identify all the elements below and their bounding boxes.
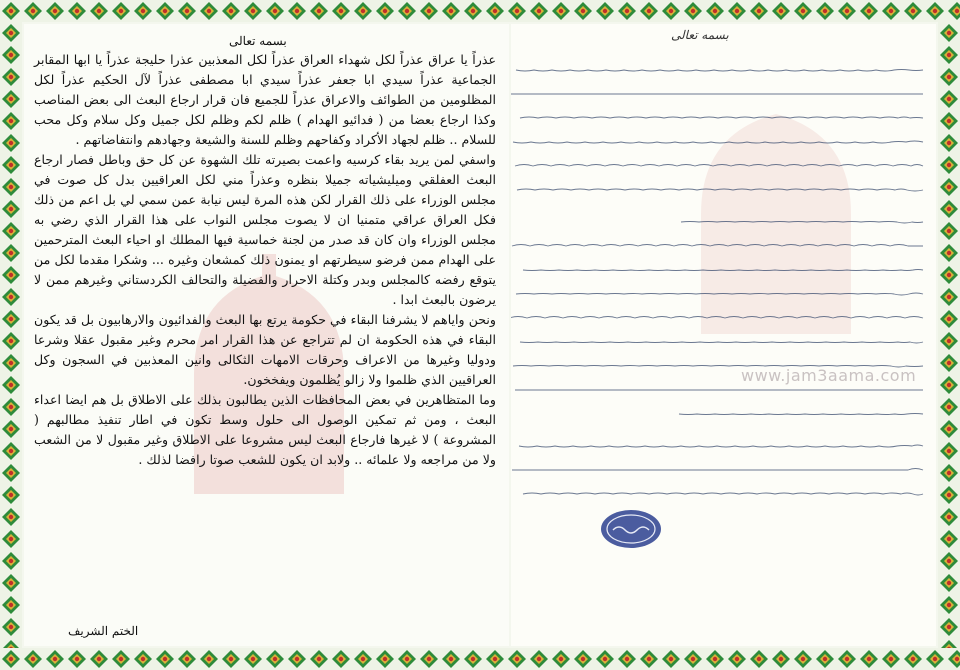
- border-ornament-icon: [88, 0, 110, 22]
- border-ornament-icon: [938, 242, 960, 264]
- border-ornament-icon: [154, 648, 176, 670]
- border-ornament-icon: [792, 0, 814, 22]
- border-ornament-icon: [938, 220, 960, 242]
- right-ornamental-border: [938, 22, 960, 648]
- border-ornament-icon: [938, 176, 960, 198]
- border-ornament-icon: [938, 132, 960, 154]
- border-ornament-icon: [902, 648, 924, 670]
- border-ornament-icon: [110, 648, 132, 670]
- border-ornament-icon: [0, 154, 22, 176]
- border-ornament-icon: [594, 648, 616, 670]
- border-ornament-icon: [440, 0, 462, 22]
- border-ornament-icon: [0, 22, 22, 44]
- border-ornament-icon: [44, 0, 66, 22]
- closing-seal-text: الختم الشريف: [68, 624, 139, 638]
- left-ornamental-border: [0, 22, 22, 648]
- border-ornament-icon: [484, 0, 506, 22]
- border-ornament-icon: [0, 44, 22, 66]
- border-ornament-icon: [242, 0, 264, 22]
- border-ornament-icon: [0, 242, 22, 264]
- border-ornament-icon: [176, 0, 198, 22]
- basmala-heading: بسمه تعالى: [229, 34, 287, 48]
- border-ornament-icon: [938, 198, 960, 220]
- bottom-ornamental-border: [0, 648, 960, 670]
- border-ornament-icon: [938, 330, 960, 352]
- border-ornament-icon: [938, 286, 960, 308]
- border-ornament-icon: [938, 594, 960, 616]
- paragraph: وما المتظاهرين في بعض المحافظات الذين يطالبون بذلك على الاطلاق بل هم ايضا اعداء البعث ، ومن ثم تمكين الوصول الى حلول وسط تكون في اطار تنفيذ مطالبهم ( المشروعة ) لا غيرها فارجاع البعث ليس مشروعا على الاطلاق وغير مقبول لا من الشعب ولا من مراجعه ولا علمائه .. ولابد ان يكون للشعب صوتا رافضا لذلك .: [34, 392, 496, 467]
- border-ornament-icon: [396, 0, 418, 22]
- border-ornament-icon: [44, 648, 66, 670]
- border-ornament-icon: [0, 308, 22, 330]
- border-ornament-icon: [938, 154, 960, 176]
- border-ornament-icon: [132, 648, 154, 670]
- handwriting-line: [511, 110, 936, 126]
- border-ornament-icon: [704, 648, 726, 670]
- border-ornament-icon: [220, 0, 242, 22]
- border-ornament-icon: [572, 648, 594, 670]
- handwritten-original-panel: [511, 24, 936, 646]
- border-ornament-icon: [0, 220, 22, 242]
- handwriting-line: [511, 262, 936, 278]
- border-ornament-icon: [682, 648, 704, 670]
- border-ornament-icon: [814, 648, 836, 670]
- border-ornament-icon: [770, 648, 792, 670]
- border-ornament-icon: [0, 286, 22, 308]
- border-ornament-icon: [704, 0, 726, 22]
- border-ornament-icon: [814, 0, 836, 22]
- border-ornament-icon: [88, 648, 110, 670]
- handwriting-line: [511, 182, 936, 198]
- border-ornament-icon: [132, 0, 154, 22]
- border-ornament-icon: [726, 0, 748, 22]
- border-ornament-icon: [938, 440, 960, 462]
- border-ornament-icon: [110, 0, 132, 22]
- border-ornament-icon: [0, 484, 22, 506]
- border-ornament-icon: [66, 0, 88, 22]
- border-ornament-icon: [938, 88, 960, 110]
- border-ornament-icon: [0, 132, 22, 154]
- border-ornament-icon: [946, 0, 960, 22]
- border-ornament-icon: [660, 648, 682, 670]
- border-ornament-icon: [858, 0, 880, 22]
- border-ornament-icon: [396, 648, 418, 670]
- border-ornament-icon: [242, 648, 264, 670]
- border-ornament-icon: [836, 648, 858, 670]
- border-ornament-icon: [374, 0, 396, 22]
- border-ornament-icon: [352, 0, 374, 22]
- border-ornament-icon: [616, 0, 638, 22]
- handwriting-line: [511, 462, 936, 478]
- border-ornament-icon: [938, 638, 960, 648]
- border-ornament-icon: [0, 0, 22, 22]
- handwriting-line: [511, 310, 936, 326]
- border-ornament-icon: [22, 648, 44, 670]
- paragraph: ونحن واياهم لا يشرفنا البقاء في حكومة يرتع بها البعث والفدائيون والارهابيون بل قد يكون البقاء في هذه الحكومة ان لم تتراجع عن هذا القرار امر محرم وغير مقبول عقلا وشرعا ودوليا وغيرها من الاعراف وحرقات الامهات الثكالى وانين المعذبين في السجون وكل العراقيين الذي ظلموا ولا زالو يُظلمون ويفخخون.: [34, 312, 496, 387]
- paragraph: واسفي لمن يريد بقاء كرسيه واعمت بصيرته تلك الشهوة عن كل حق وباطل فصار ارجاع البعث العفلقي وميليشياته جميلا بنظره وعذراً مني لكل العراقيين بدل كل صوت في مجلس الوزراء على ذلك القرار لكن هذه المرة ليس نيابة عمن سمي لي بل اعم من ذلك فكل العراق عراقي متمنيا ان لا يصوت مجلس النواب على هذا القرار الذي رضي به مجلس الوزراء وان كان قد صدر من لجنة خماسية فيها المطلك او احياء البعث المترحمين على الهدام ممن فرضو سيطرتهم او يمنون ذلك كمشعان وغيره ... وشكرا مقدما لكل من يتوقع رفضه كالمجلس وبدر وكتلة الاحرار والفضيلة والتحالف الكردستاني وغيرهم ممن لا يرضون بالبعث ابدا .: [34, 152, 496, 307]
- border-ornament-icon: [0, 550, 22, 572]
- handwriting-line: [511, 334, 936, 350]
- border-ornament-icon: [0, 528, 22, 550]
- border-ornament-icon: [0, 66, 22, 88]
- border-ornament-icon: [938, 264, 960, 286]
- handwriting-line: [511, 158, 936, 174]
- handwriting-line: [511, 438, 936, 454]
- border-ornament-icon: [0, 638, 22, 648]
- handwriting-line: [511, 238, 936, 254]
- statement-body: [34, 50, 496, 470]
- border-ornament-icon: [352, 648, 374, 670]
- border-ornament-icon: [938, 22, 960, 44]
- border-ornament-icon: [66, 648, 88, 670]
- border-ornament-icon: [902, 0, 924, 22]
- border-ornament-icon: [440, 648, 462, 670]
- border-ornament-icon: [938, 572, 960, 594]
- border-ornament-icon: [0, 396, 22, 418]
- border-ornament-icon: [770, 0, 792, 22]
- handwriting-line: [511, 214, 936, 230]
- border-ornament-icon: [0, 506, 22, 528]
- border-ornament-icon: [0, 440, 22, 462]
- border-ornament-icon: [938, 484, 960, 506]
- border-ornament-icon: [748, 0, 770, 22]
- border-ornament-icon: [572, 0, 594, 22]
- border-ornament-icon: [0, 418, 22, 440]
- border-ornament-icon: [506, 648, 528, 670]
- paragraph: عذراً يا عراق عذراً لكل شهداء العراق عذراً لكل المعذبين عذرا حليجة عذراً يا ابها المقابر الجماعية عذراً سيدي ابا جعفر عذراً سيدي ابا مصطفى عذراً لآل الحكيم عذراً لكل المظلومين من الطوائف والاعراق عذراً للجميع فان قرار ارجاع البعث الى بعض المناصب وكذا ارجاع بعضا من ( فدائيو الهدام ) ظلم لكم وظلم لكل جميل وكل سلام وكل محب للسلام .. ظلم لجهاد الأكراد وكفاحهم وظلم للسنة والشيعة وجهادهم وانتفاضاتهم .: [34, 52, 496, 147]
- border-ornament-icon: [220, 648, 242, 670]
- border-ornament-icon: [938, 308, 960, 330]
- border-ornament-icon: [938, 110, 960, 132]
- handwritten-basmala: بسمه تعالى: [671, 28, 729, 42]
- border-ornament-icon: [0, 572, 22, 594]
- border-ornament-icon: [198, 0, 220, 22]
- border-ornament-icon: [836, 0, 858, 22]
- border-ornament-icon: [330, 648, 352, 670]
- border-ornament-icon: [0, 88, 22, 110]
- border-ornament-icon: [0, 330, 22, 352]
- border-ornament-icon: [0, 594, 22, 616]
- border-ornament-icon: [616, 648, 638, 670]
- border-ornament-icon: [176, 648, 198, 670]
- handwriting-line: [511, 86, 936, 102]
- border-ornament-icon: [374, 648, 396, 670]
- handwriting-line: [511, 486, 936, 502]
- border-ornament-icon: [660, 0, 682, 22]
- border-ornament-icon: [308, 0, 330, 22]
- border-ornament-icon: [880, 648, 902, 670]
- border-ornament-icon: [638, 0, 660, 22]
- border-ornament-icon: [264, 0, 286, 22]
- border-ornament-icon: [418, 0, 440, 22]
- border-ornament-icon: [924, 0, 946, 22]
- border-ornament-icon: [946, 648, 960, 670]
- border-ornament-icon: [462, 0, 484, 22]
- border-ornament-icon: [506, 0, 528, 22]
- top-ornamental-border: [0, 0, 960, 22]
- border-ornament-icon: [462, 648, 484, 670]
- border-ornament-icon: [528, 0, 550, 22]
- border-ornament-icon: [938, 506, 960, 528]
- border-ornament-icon: [286, 0, 308, 22]
- handwriting-line: [511, 62, 936, 78]
- border-ornament-icon: [924, 648, 946, 670]
- border-ornament-icon: [0, 264, 22, 286]
- border-ornament-icon: [938, 462, 960, 484]
- border-ornament-icon: [938, 66, 960, 88]
- border-ornament-icon: [594, 0, 616, 22]
- border-ornament-icon: [484, 648, 506, 670]
- handwriting-line: [511, 134, 936, 150]
- border-ornament-icon: [0, 648, 22, 670]
- typed-statement-panel: [24, 24, 509, 646]
- border-ornament-icon: [0, 374, 22, 396]
- border-ornament-icon: [938, 550, 960, 572]
- border-ornament-icon: [638, 648, 660, 670]
- border-ornament-icon: [550, 648, 572, 670]
- border-ornament-icon: [0, 198, 22, 220]
- border-ornament-icon: [22, 0, 44, 22]
- border-ornament-icon: [938, 616, 960, 638]
- border-ornament-icon: [748, 648, 770, 670]
- border-ornament-icon: [550, 0, 572, 22]
- border-ornament-icon: [0, 352, 22, 374]
- border-ornament-icon: [198, 648, 220, 670]
- border-ornament-icon: [154, 0, 176, 22]
- border-ornament-icon: [308, 648, 330, 670]
- border-ornament-icon: [0, 616, 22, 638]
- border-ornament-icon: [938, 418, 960, 440]
- border-ornament-icon: [264, 648, 286, 670]
- border-ornament-icon: [938, 374, 960, 396]
- site-watermark: www.jam3aama.com: [741, 366, 917, 385]
- border-ornament-icon: [528, 648, 550, 670]
- border-ornament-icon: [682, 0, 704, 22]
- border-ornament-icon: [938, 352, 960, 374]
- border-ornament-icon: [726, 648, 748, 670]
- handwriting-line: [511, 286, 936, 302]
- border-ornament-icon: [0, 110, 22, 132]
- border-ornament-icon: [938, 44, 960, 66]
- border-ornament-icon: [0, 462, 22, 484]
- border-ornament-icon: [938, 396, 960, 418]
- seal-stamp: [599, 508, 663, 550]
- border-ornament-icon: [418, 648, 440, 670]
- border-ornament-icon: [0, 176, 22, 198]
- border-ornament-icon: [330, 0, 352, 22]
- border-ornament-icon: [858, 648, 880, 670]
- border-ornament-icon: [286, 648, 308, 670]
- border-ornament-icon: [880, 0, 902, 22]
- border-ornament-icon: [938, 528, 960, 550]
- border-ornament-icon: [792, 648, 814, 670]
- handwriting-line: [511, 406, 936, 422]
